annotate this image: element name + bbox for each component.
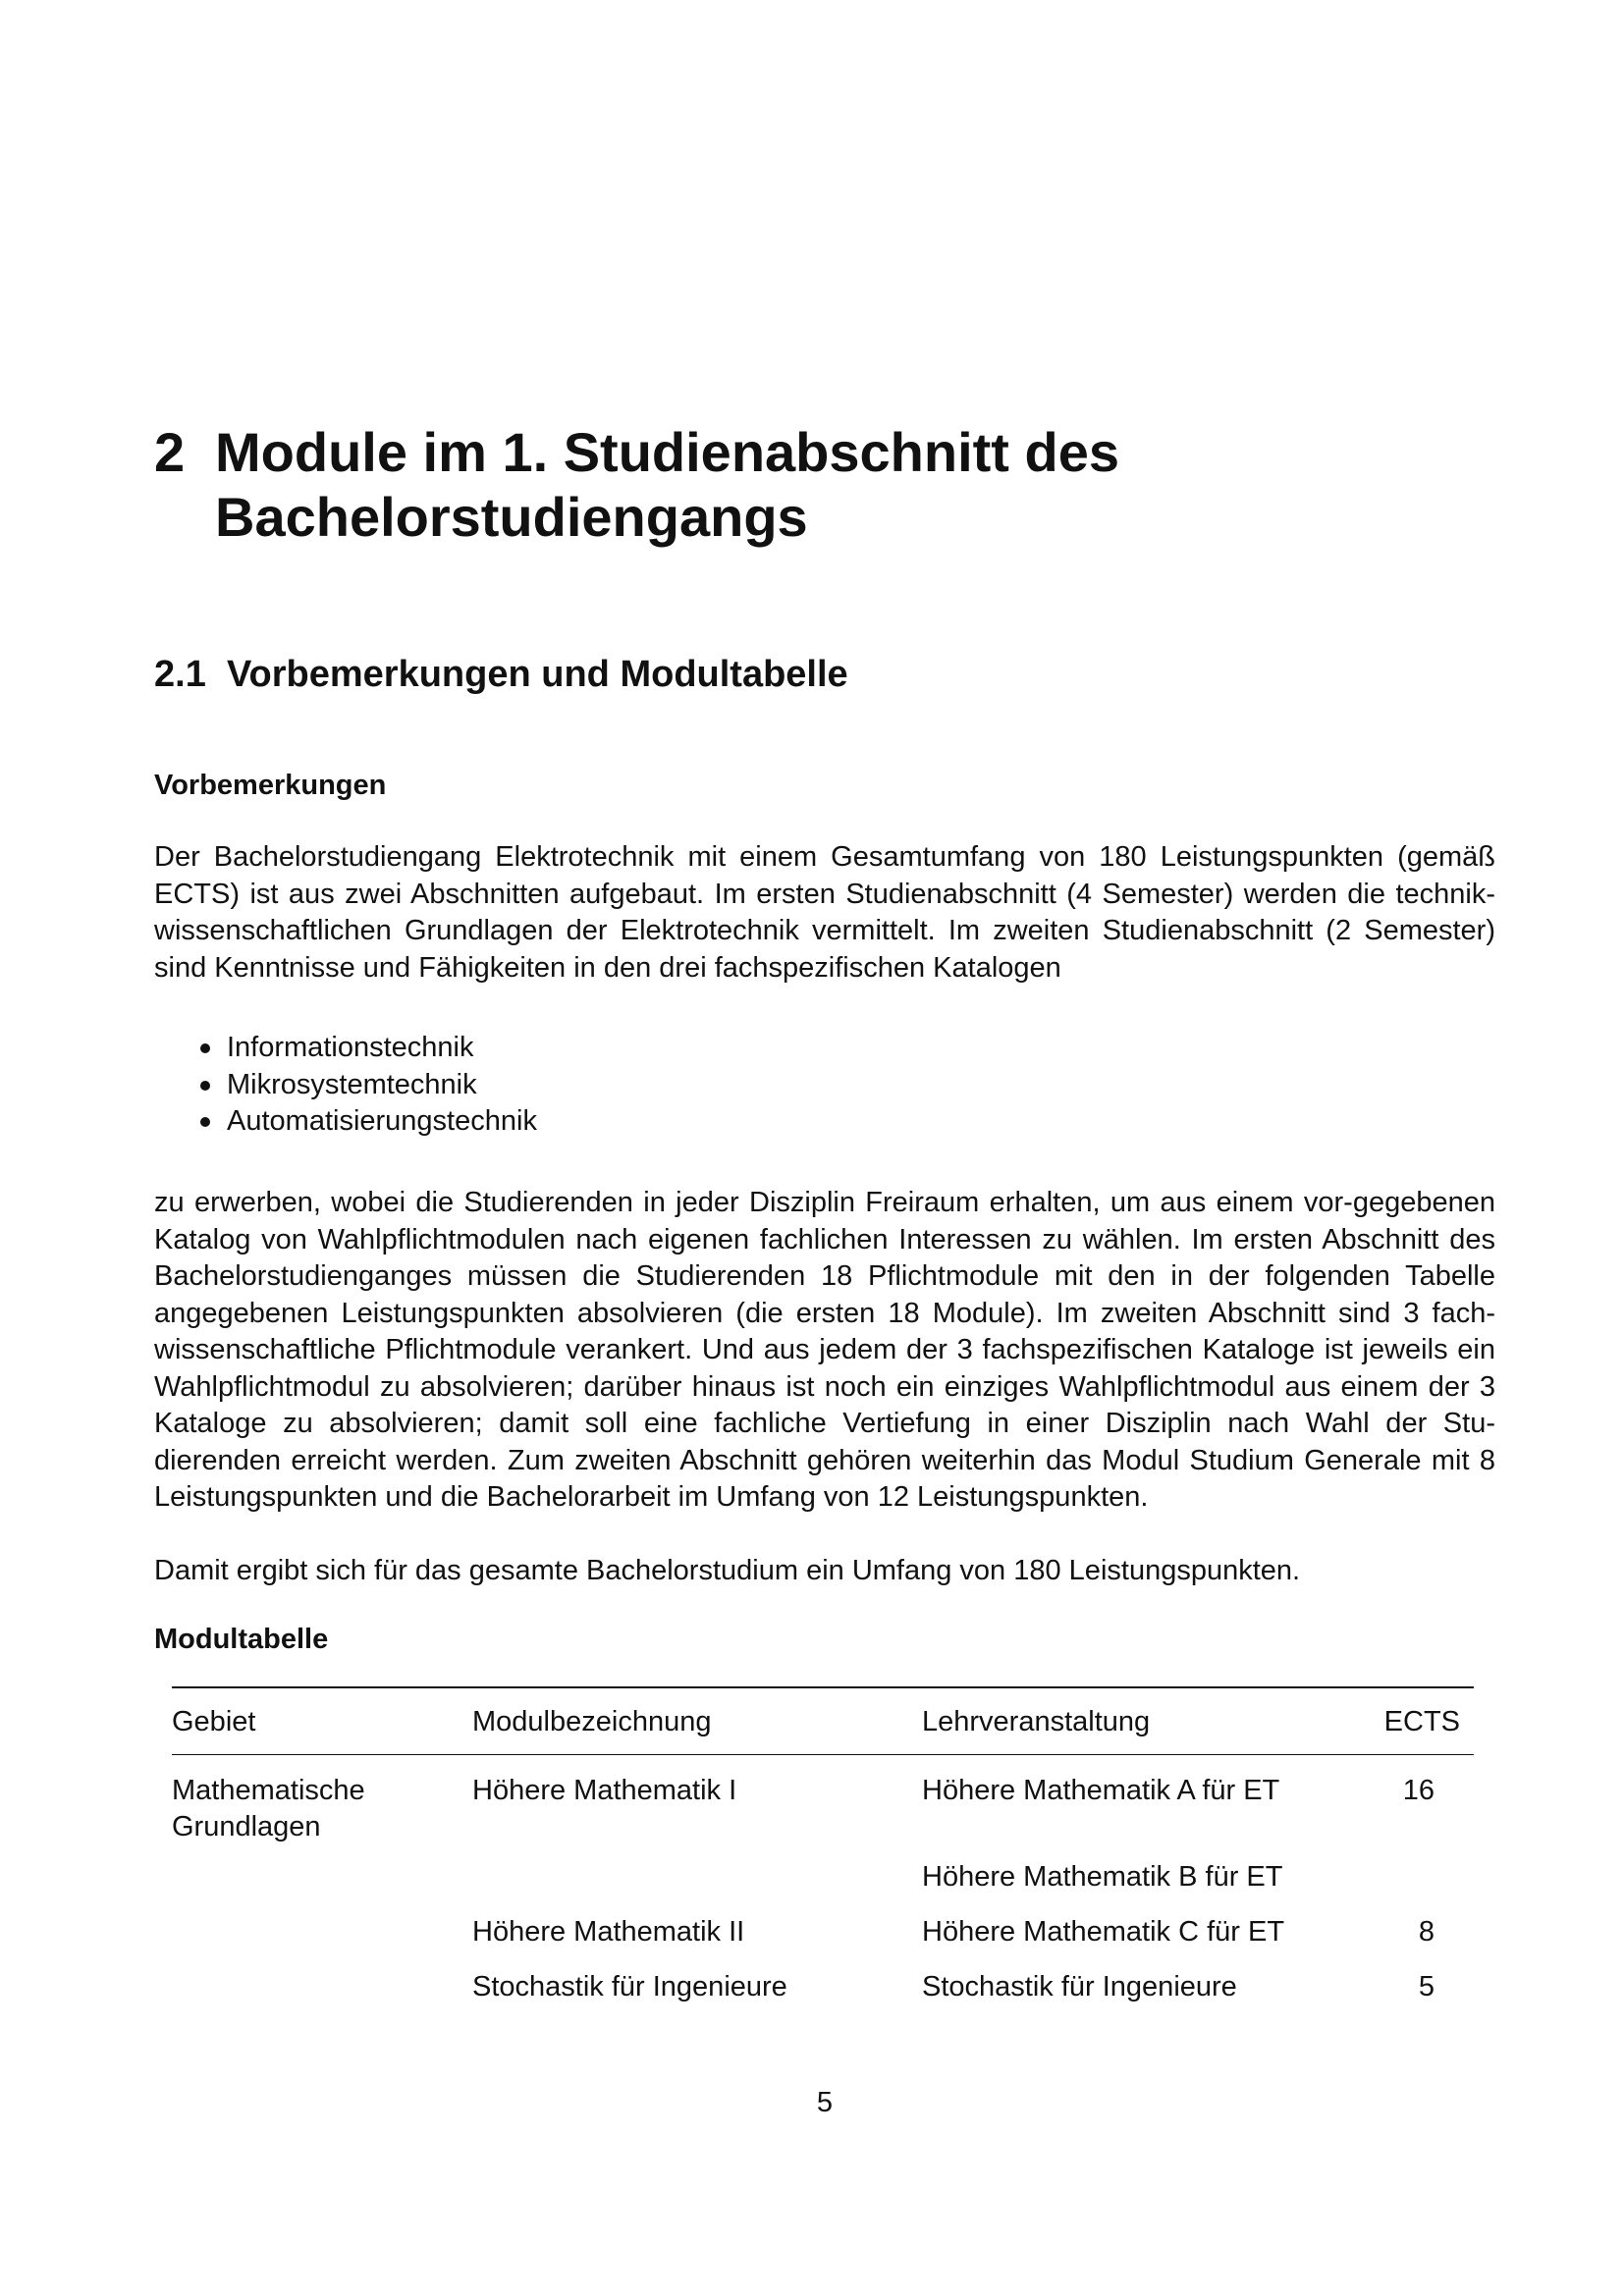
cell-gebiet [172, 1845, 472, 1896]
chapter-number: 2 [154, 421, 186, 483]
table-row [172, 1755, 1474, 1846]
column-header-gebiet: Gebiet [172, 1706, 256, 1737]
cell-ects [1344, 1845, 1474, 1896]
table-row [172, 1950, 1474, 2005]
section-number: 2.1 [154, 654, 206, 695]
cell-lehrveranstaltung: Höhere Mathematik A für ET [922, 1775, 1280, 1806]
vorbemerkungen-heading: Vorbemerkungen [154, 770, 387, 801]
summary-paragraph: Damit ergibt sich für das gesamte Bachelorstudium ein Umfang von 180 Leistungspunkten. [154, 1555, 1301, 1586]
bullet-icon [200, 1117, 210, 1127]
chapter-heading [154, 420, 1295, 550]
catalog-item [154, 1103, 537, 1141]
cell-gebiet [172, 1950, 472, 2005]
module-table [172, 1686, 1474, 2005]
catalog-item [154, 1067, 537, 1104]
cell-ects: 16 [1402, 1775, 1435, 1806]
cell-gebiet [172, 1896, 472, 1950]
catalog-item-label: Automatisierungstechnik [227, 1105, 537, 1137]
cell-lehrveranstaltung: Höhere Mathematik B für ET [922, 1861, 1283, 1893]
page-number: 5 [816, 2087, 834, 2118]
cell-modul: Stochastik für Ingenieure [472, 1971, 787, 2002]
document-page [154, 0, 1495, 2296]
cell-gebiet: Mathematische Grundlagen [172, 1775, 365, 1842]
catalog-item-label: Informationstechnik [227, 1032, 474, 1063]
cell-modul: Höhere Mathematik I [472, 1775, 737, 1806]
catalog-item [154, 1030, 537, 1067]
cell-ects: 5 [1418, 1971, 1435, 2002]
section-title: Vorbemerkungen und Modultabelle [227, 654, 848, 695]
column-header-lehrveranstaltung: Lehrveranstaltung [922, 1706, 1151, 1737]
catalog-item-label: Mikrosystemtechnik [227, 1068, 477, 1100]
cell-lehrveranstaltung: Stochastik für Ingenieure [922, 1971, 1237, 2002]
catalog-list [154, 1030, 537, 1141]
cell-ects: 8 [1418, 1916, 1435, 1948]
intro-paragraph: Der Bachelorstudiengang Elektrotechnik mit einem Gesamtumfang von 180 Leistungspunkten (gemäß ECTS) ist aus zwei Abschnitten aufgebaut. Im ersten Studienabschnitt (4 Semester) werden die technik-wissenschaftlichen Grundlagen der Elektrotechnik vermittelt. Im zweiten Studienabschnitt (2 Semester) sind Kenntnisse und Fähigkeiten in den drei fachspezifischen Katalogen [154, 841, 1495, 984]
bullet-icon [200, 1043, 210, 1053]
body-paragraph: zu erwerben, wobei die Studierenden in jeder Disziplin Freiraum erhalten, um aus einem vor-gegebenen Katalog von Wahlpflichtmodulen nach eigenen fachlichen Interessen zu wählen. Im ersten Abschnitt des Bachelorstudienganges müssen die Studierenden 18 Pflichtmodule mit den in der folgenden Tabelle angegebenen Leistungspunkten absolvieren (die ersten 18 Module). Im zweiten Abschnitt sind 3 fach-wissenschaftliche Pflichtmodule verankert. Und aus jedem der 3 fachspezifischen Kataloge ist jeweils ein Wahlpflichtmodul zu absolvieren; darüber hinaus ist noch ein einziges Wahlpflichtmodul aus einem der 3 Kataloge zu absolvieren; damit soll eine fachliche Vertiefung in einer Disziplin nach Wahl der Stu-dierenden erreicht werden. Zum zweiten Abschnitt gehören weiterhin das Modul Studium Generale mit 8 Leistungspunkten und die Bachelorarbeit im Umfang von 12 Leistungspunkten. [154, 1187, 1495, 1513]
cell-lehrveranstaltung: Höhere Mathematik C für ET [922, 1916, 1285, 1948]
chapter-title: Module im 1. Studienabschnitt des Bachelorstudiengangs [215, 421, 1119, 548]
column-header-modul: Modulbezeichnung [472, 1706, 712, 1737]
cell-modul [472, 1845, 922, 1896]
bullet-icon [200, 1081, 210, 1091]
table-row [172, 1845, 1474, 1896]
cell-modul: Höhere Mathematik II [472, 1916, 745, 1948]
table-row [172, 1896, 1474, 1950]
table-header-row [172, 1687, 1474, 1755]
column-header-ects: ECTS [1383, 1706, 1460, 1737]
modultabelle-heading: Modultabelle [154, 1624, 329, 1655]
section-heading [154, 652, 848, 697]
